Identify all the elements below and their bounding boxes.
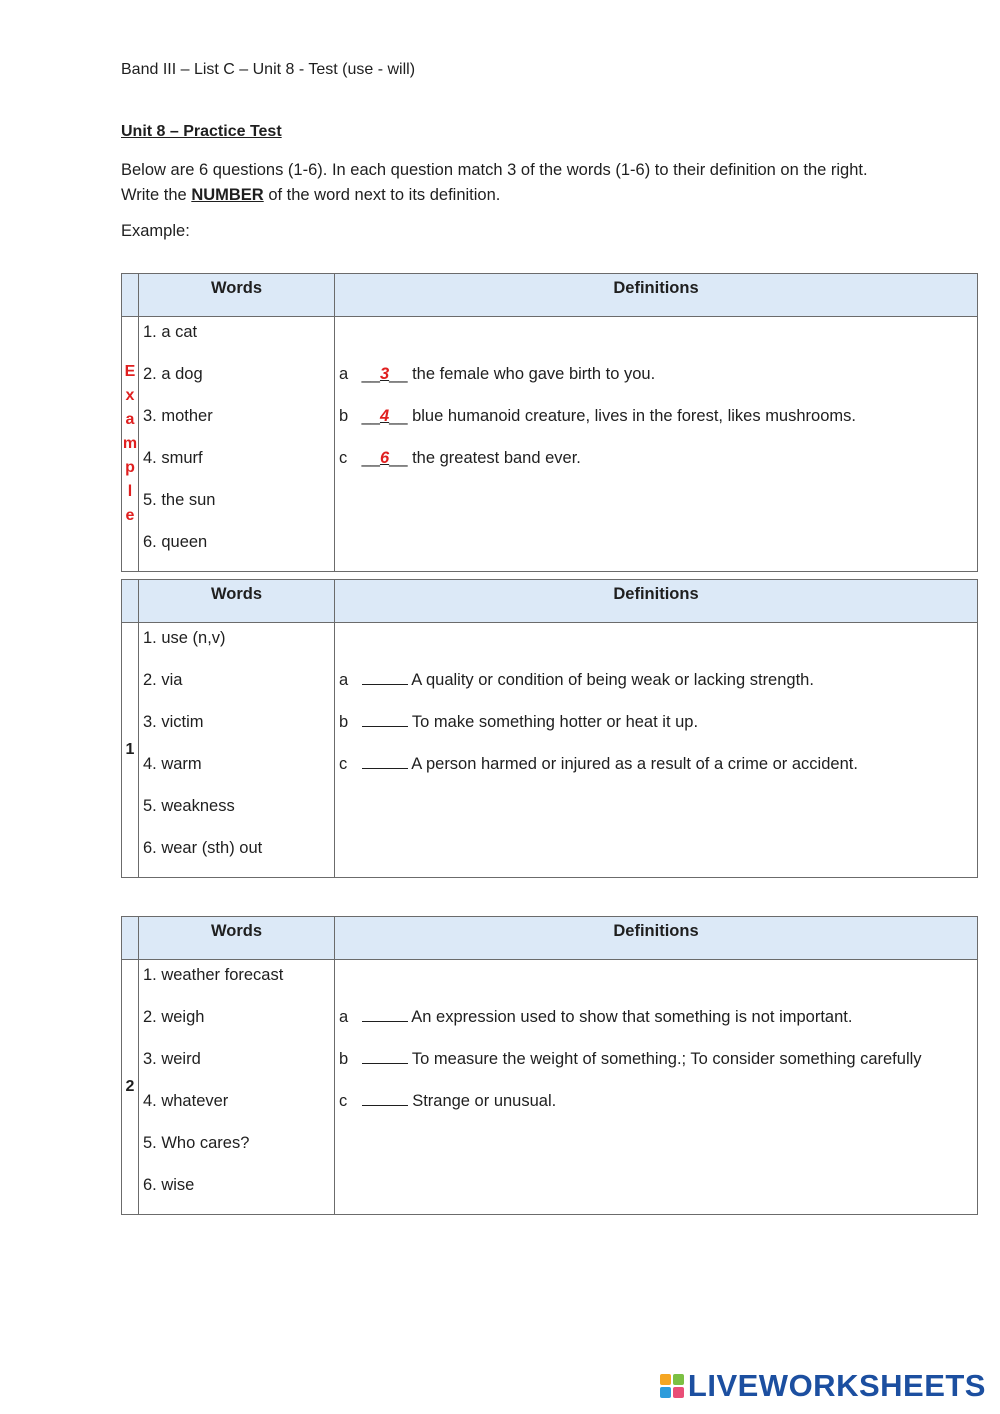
definition-text: To measure the weight of something.; To consider something carefully — [411, 1050, 922, 1068]
liveworksheets-logo — [660, 1368, 986, 1404]
q1-header-blank — [122, 580, 139, 623]
example-letter: x — [125, 387, 135, 404]
definition-letter: a — [339, 365, 349, 383]
word-item: 4. warm — [143, 755, 202, 773]
instructions-emphasis: NUMBER — [191, 186, 264, 204]
definition-text: the greatest band ever. — [412, 449, 581, 467]
word-item: 6. wear (sth) out — [143, 839, 263, 857]
word-item: 1. weather forecast — [143, 966, 284, 984]
word-item: 2. via — [143, 671, 183, 689]
definition-item — [335, 749, 977, 791]
definition-text: the female who gave birth to you. — [412, 365, 656, 383]
q2-header-blank — [122, 917, 139, 960]
answer-blank[interactable] — [362, 1007, 408, 1022]
instructions-part2: of the word next to its definition. — [263, 186, 501, 204]
example-words-cell — [139, 317, 335, 572]
definition-item — [335, 1002, 977, 1044]
definition-text: To make something hotter or heat it up. — [411, 713, 699, 731]
answer-blank[interactable] — [362, 670, 408, 685]
word-item: 2. a dog — [143, 365, 203, 383]
word-item: 3. weird — [143, 1050, 201, 1068]
q2-definitions-cell — [335, 960, 978, 1215]
definition-letter: c — [339, 755, 348, 773]
word-item: 1. use (n,v) — [143, 629, 226, 647]
definition-letter: b — [339, 1050, 349, 1068]
word-item: 5. Who cares? — [143, 1134, 250, 1152]
question-1-table — [121, 579, 978, 878]
question-number: 1 — [122, 623, 139, 878]
definition-item: a __3__ the female who gave birth to you. — [335, 359, 977, 401]
question-number: 2 — [122, 960, 139, 1215]
word-item: 4. smurf — [143, 449, 203, 467]
q2-words-cell — [139, 960, 335, 1215]
word-item: 3. victim — [143, 713, 204, 731]
word-item: 3. mother — [143, 407, 213, 425]
q2-header-words: Words — [139, 917, 335, 960]
definition-letter: c — [339, 449, 348, 467]
q2-header-definitions: Definitions — [335, 917, 978, 960]
example-letter: p — [125, 459, 135, 476]
answer-value: 4 — [379, 407, 390, 425]
word-item: 1. a cat — [143, 323, 198, 341]
word-item: 5. the sun — [143, 491, 216, 509]
word-item: 2. weigh — [143, 1008, 205, 1026]
definition-text: A person harmed or injured as a result of a crime or accident. — [411, 755, 858, 773]
definition-item — [335, 707, 977, 749]
question-2-table — [121, 916, 978, 1215]
definition-text: An expression used to show that something is not important. — [411, 1008, 853, 1026]
answer-value: 6 — [379, 449, 390, 467]
definition-letter: b — [339, 407, 349, 425]
word-item: 5. weakness — [143, 797, 235, 815]
definition-item: c __6__ the greatest band ever. — [335, 443, 977, 485]
q1-definitions-cell — [335, 623, 978, 878]
example-table — [121, 273, 978, 572]
definition-text: Strange or unusual. — [412, 1092, 557, 1110]
example-letter: E — [124, 363, 136, 380]
q1-header-definitions: Definitions — [335, 580, 978, 623]
word-item: 6. wise — [143, 1176, 195, 1194]
definition-letter: a — [339, 1008, 349, 1026]
word-item: 4. whatever — [143, 1092, 229, 1110]
word-item: 6. queen — [143, 533, 208, 551]
instructions — [121, 158, 881, 208]
definition-letter: c — [339, 1092, 348, 1110]
answer-blank[interactable] — [362, 712, 408, 727]
example-header-blank — [122, 274, 139, 317]
definition-text: blue humanoid creature, lives in the forest, likes mushrooms. — [412, 407, 856, 425]
answer-blank[interactable] — [362, 1091, 408, 1106]
definition-item — [335, 1044, 977, 1086]
q1-words-cell — [139, 623, 335, 878]
definition-item — [335, 665, 977, 707]
answer-blank[interactable] — [362, 754, 408, 769]
definition-item: b __4__ blue humanoid creature, lives in the forest, likes mushrooms. — [335, 401, 977, 443]
example-header-definitions: Definitions — [335, 274, 978, 317]
definition-item — [335, 1086, 977, 1128]
example-letter: l — [127, 483, 133, 500]
page-title: Unit 8 – Practice Test — [121, 123, 282, 140]
definition-letter: b — [339, 713, 349, 731]
answer-blank[interactable] — [362, 1049, 408, 1064]
document-header: Band III – List C – Unit 8 - Test (use - will) — [121, 61, 416, 78]
example-header-words: Words — [139, 274, 335, 317]
answer-value: 3 — [379, 365, 390, 383]
example-letter: m — [122, 435, 138, 452]
definition-letter: a — [339, 671, 349, 689]
example-letter: e — [125, 507, 135, 524]
definition-text: A quality or condition of being weak or lacking strength. — [411, 671, 814, 689]
example-definitions-cell — [335, 317, 978, 572]
logo-text: LIVEWORKSHEETS — [687, 1368, 986, 1403]
instructions-part1: Below are 6 questions (1-6). In each question match 3 of the words (1-6) to their definition on the right. Write the — [121, 161, 868, 204]
example-label-cell — [122, 317, 139, 572]
example-label: Example: — [121, 222, 190, 240]
q1-header-words: Words — [139, 580, 335, 623]
example-letter: a — [125, 411, 135, 428]
logo-mark-icon — [660, 1374, 684, 1398]
